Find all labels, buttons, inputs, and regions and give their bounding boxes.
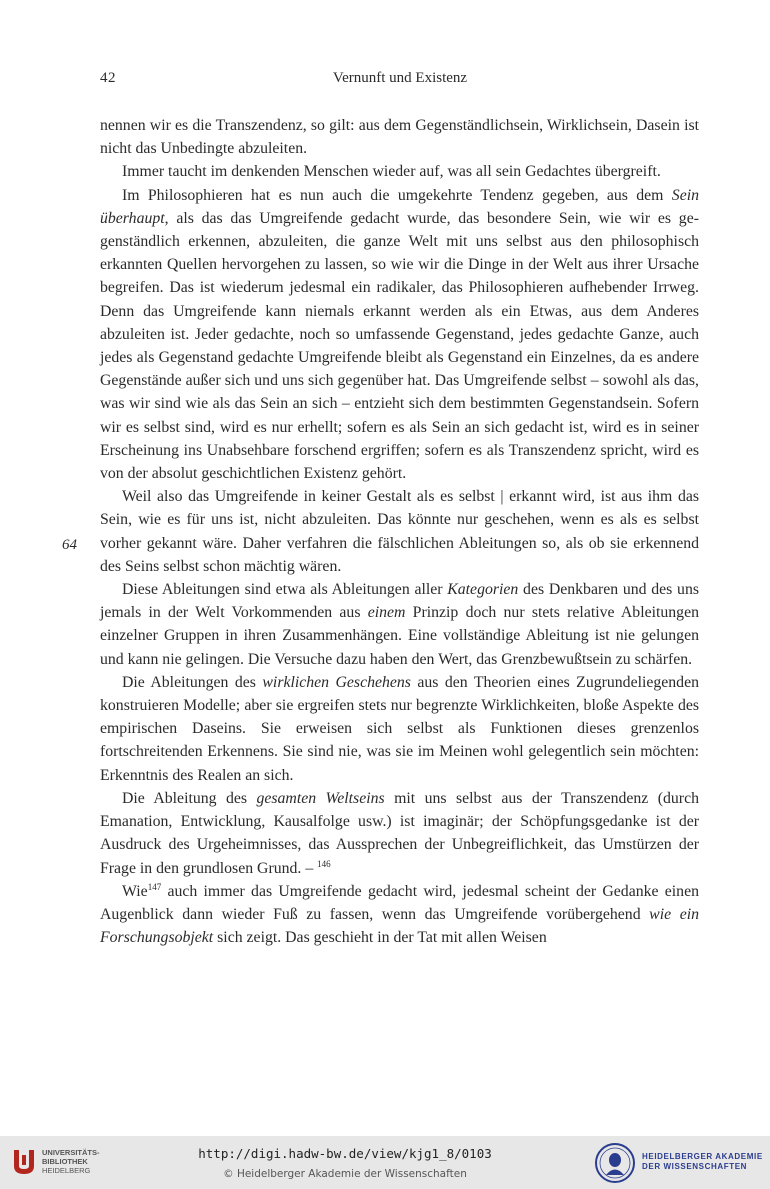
running-head: Vernunft und Existenz [332,70,468,86]
text-run: aus den Theorien eines Zugrundeliegenden konstruieren Modelle; aber sie ergreifen stets nur begrenzte Wirklichkeiten, bloße Aspekte des empirischen Daseins. Sie erweisen sich selbst als Funktionen dieses grenzenlos fortschreitenden Erkennens. Sie sind nie, was sie im Meinen wohl gelegentlich sein möchten: Erkenntnis des Realen an sich. [100,673,699,784]
library-name-line: BIBLIOTHEK [42,1157,88,1166]
paragraph-3 [100,184,699,486]
text-run: , als das das Umgreifende gedacht wurde, das besondere Sein, wie wir es gegenständlich erkennen, abzuleiten, die ganze Welt mit uns selbst aus den philosophisch erkannten Quellen hervorgehen zu lassen, so wie wir die Dinge in der Welt aus ihrer Ursache begreifen. Das ist wiederum jedesmal ein radikaler, das Philosophieren aufhebender Irrweg. Denn das Umgreifende kann niemals erkannt werden als ein Etwas, aus dem Anderes abzuleiten ist. Jeder gedachte, noch so umfassende Gegenstand, jedes gedachte Ganze, auch jedes als Gegenstand gedachte Umgreifende bleibt als Gegenstand ein Einzelnes, da es andere Gegenstände außer sich und uns sich gegenüber hat. Das Umgreifende selbst – sowohl als das, was wir sind wie als das Sein an sich – entzieht sich dem bestimmten Gegenstandsein. Sofern wir es selbst sind, wird es nur erhellt; sofern es als Sein an sich gedacht ist, wird es in seiner Erscheinung ins Unabsehbare forschend ergriffen; sofern es als Transzendenz spricht, wird es von der absolut geschichtlichen Existenz gehört. [100,209,699,483]
academy-seal-icon[interactable] [594,1142,636,1189]
emphasis: gesamten Weltseins [256,789,385,807]
paragraph-4: Weil also das Umgreifende in keiner Gestalt als es selbst | erkannt wird, ist aus ihm das Sein, wie es für uns ist, nicht abzuleiten. Das könnte nur geschehen, wenn es als es selbst vorher gekannt wäre. Daher verfahren die fälschlichen Ableitungen so, als ob sie erkennend des Seins selbst schon mächtig wären. [100,488,699,575]
academy-name [642,1152,763,1172]
text-run: auch immer das Umgreifende gedacht wird, jedesmal scheint der Gedanke einen Augenblick dann wieder Fuß zu fassen, wenn das Umgreifende vorübergehend [100,882,699,923]
paragraph-6 [100,671,699,787]
page-number: 42 [100,70,116,86]
permalink-url[interactable]: http://digi.hadw-bw.de/view/kjg1_8/0103 [198,1146,492,1161]
footnote-marker: 147 [147,881,162,892]
text-run: des Denkbaren und des uns jemals in der Welt Vorkommenden aus [100,581,699,622]
text-run: sich zeigt. Das geschieht in der Tat mit allen Weisen [213,929,547,947]
paragraph-5 [100,578,699,671]
academy-name-line: HEIDELBERGER AKADEMIE [642,1152,763,1161]
footnote-marker: 146 [317,858,331,869]
paragraph-2: Immer taucht im denkenden Menschen wieder auf, was all sein Gedachtes übergreift. [122,163,661,181]
text-run: mit uns selbst aus der Transzendenz (durch Emanation, Entwicklung, Kausalfolge usw.) ist imaginär; der Schöpfungsgedanke ist der Ausdruck des Urgeheimnisses, das Aussprechen der Unbegreiflichkeit, das Umstürzen der Frage in den grundlosen Grund. – [100,789,699,877]
text-run: Wie [122,882,148,900]
emphasis: Kategorien [447,581,519,599]
text-run: Die Ableitungen des [122,673,263,691]
text-run: Prinzip doch nur stets relative Ableitungen einzelner Gruppen in ihren Zusammenhängen. Eine vollständige Ableitung ist nie gelungen und kann nie gelingen. Die Versuche dazu haben den Wert, das Grenzbewußtsein zu schärfen. [100,604,699,668]
emphasis: wirklichen Geschehens [262,673,411,691]
library-name-line: UNIVERSITÄTS- [42,1148,100,1157]
paragraph-8 [100,880,699,950]
text-run: Die Ableitung des [122,789,257,807]
footer-bar [0,1136,770,1189]
emphasis: Sein überhaupt [100,186,699,227]
copyright-notice: © Heidelberger Akademie der Wissenschaften [223,1168,467,1180]
paragraph-1: nennen wir es die Transzendenz, so gilt: aus dem Gegenständlichsein, Wirklichsein, Dasein ist nicht das Unbedingte abzuleiten. [100,117,699,158]
text-run: Im Philosophieren hat es nun auch die umgekehrte Tendenz gegeben, aus dem [122,186,672,204]
paragraph-7 [100,787,699,880]
margin-page-reference: 64 [62,537,77,553]
emphasis: wie ein Forschungsobjekt [100,905,699,947]
academy-name-line: DER WISSENSCHAFTEN [642,1162,748,1171]
text-run: Diese Ableitungen sind etwa als Ableitungen aller [122,581,448,599]
body-text [100,114,699,949]
library-name-line: HEIDELBERG [42,1166,91,1175]
emphasis: einem [367,604,406,622]
